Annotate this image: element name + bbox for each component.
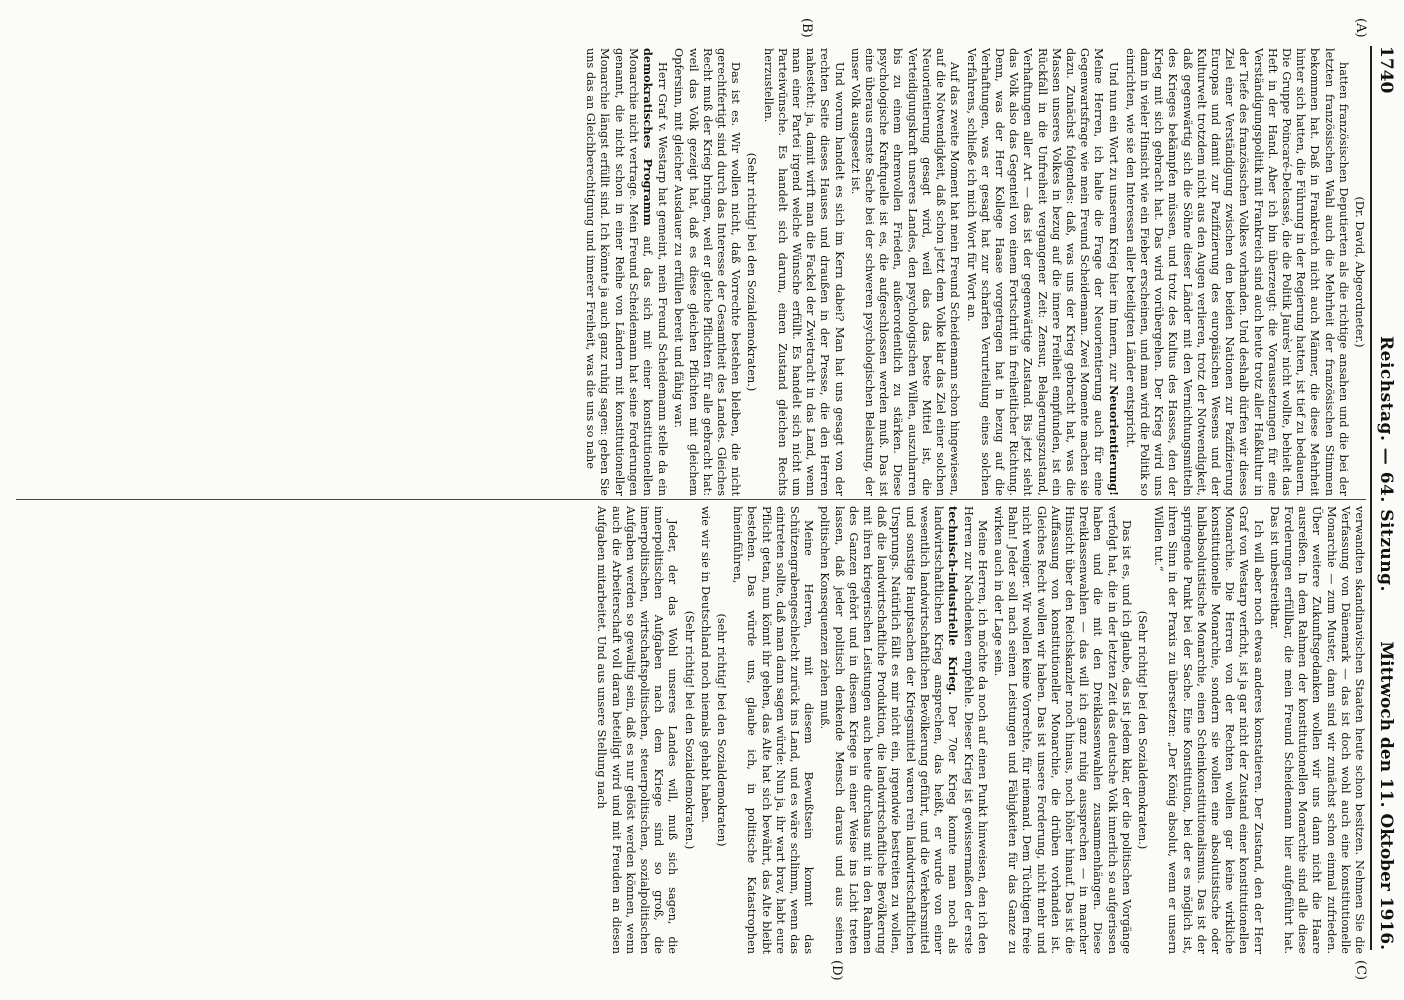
interjection: (Sehr richtig! bei den Sozialdemokraten.) (682, 610, 696, 850)
column-divider (16, 499, 1366, 500)
page-title: Reichstag. — 64. Sitzung. (1376, 336, 1396, 592)
paragraph: Das ist es, und ich glaube, das ist jedem klar, der die politischen Vorgänge verfolgt hat, die in der letzten Zeit das deutsche Volk innerlich so aufgerissen haben und die mit den Dreiklassenwahlen zusammenhängen. Diese Dreiklassenwahlen — das will ich ganz ruhig aussprechen — in mancher Hinsicht über den Reichskanzler noch hinaus, noch höher hinauf. Das ist die Auffassung von konstitutioneller Monarchie, die drüben vorhanden ist. Gleiches Recht wollen wir haben. Das ist unsere Forderung, nicht mehr und nicht weniger. Wir wollen keine Vorrechte, für niemand. Dem Tüchtigen freie Bahn! Jeder soll nach seinen Leistungen und Fähigkeiten für das Ganze zu wirken auch in der Lage sein. (991, 506, 1133, 954)
text-run: Meine Herren, ich möchte da noch auf einen Punkt hinweisen, den ich den Herren zur Nachdenken empfehle. Dieser Krieg ist gewissermaßen der erste (961, 506, 989, 954)
margin-marker-d: (D) (829, 960, 844, 981)
paragraph: Ich will aber noch etwas anderes konstatieren. Der Zustand, den der Herr Graf von Westarp verficht, ist ja gar nicht der Zustand einer konstitutionellen Monarchie. Die Herren von der Rechten wollen gar keine wirkliche konstitutionelle Monarchie, sondern sie wollen eine absolutistische oder halbabsolutistische Monarchie, einen Scheinkonstitutionalismus. Das ist der springende Punkt bei der Sache. Eine Konstitution, bei der es möglich ist, ihren Sinn in der Praxis zu übersetzen: „Der König absolut, wenn er unsern Willen tut.“ (1152, 506, 1265, 954)
right-column (16, 506, 1366, 954)
paragraph (583, 48, 669, 496)
interjection: (Sehr richtig! bei den Sozialdemokraten.) (745, 152, 759, 392)
paragraph: Und worum handelt es sich im Kern dabei? Man hat uns gesagt von der rechten Seite dieses Hauses und draußen in der Presse, die den Herren nahesteht: ja, damit wirft man die Fackel der Zwietracht in das Land, wenn man einer Partei irgend welche Wünsche erfüllt. Es handelt sich nicht um Parteiwünsche. Es handelt sich darum, einen Zustand gleichen Rechts herzustellen. (761, 48, 846, 496)
text-run: Meine Herren, ich halte die Frage der Neuorientierung auch für eine Gegenwartsfrage wie mein Freund Scheidemann. Zwei Momente machen sie dazu. Zunächst folgendes: daß, was uns der Krieg gebracht hat, was die Massen unseres Volkes in bezug auf die innere Freiheit empfunden, ist ein Rückfall in die Unfreiheit vergangener Zeit: Zensur, Belagerungszustand, Verhaftungen aller Art — das ist der gegenwärtige Zustand. Bis jetzt sieht das Volk also das Gegenteil von einem Fortschritt in freiheitlicher Richtung. Denn, was der Herr Kollege Haase vorgetragen hat in bezug auf die Verhaftungen, was er gesagt hat zur scharfen Verurteilung eines solchen Verfahrens, schließe ich mich Wort für Wort an. (964, 48, 1106, 496)
text-run: auf, das sich mit einer konstitutionellen Monarchie nicht vertrage. Mein Freund Scheidemann hat seine Forderungen genannt, die nicht schon in einer Reihe von Ländern mit konstitutioneller Monarchie längst erfüllt sind. Ich könnte ja auch ganz ruhig sagen: geben Sie uns das an Gleichberechtigung und innerer Freiheit, was die uns so nahe (584, 48, 655, 496)
page-header (1370, 46, 1398, 950)
paragraph: verwandten skandinavischen Staaten heute schon besitzen. Nehmen Sie die Verfassung von Dänemark — das ist doch wohl auch eine konstitutionelle Monarchie — zum Muster, dann sind wir zunächst schon einmal zufrieden. Über weitere Zukunftsgedanken wollen wir uns dann nicht die Haare ausreißen. In dem Rahmen der konstitutionellen Monarchie sind alle diese Forderungen erfüllbar, die mein Freund Scheidemann hier aufgeführt hat. Das ist unbestreitbar. (1267, 506, 1366, 954)
page-date: Mittwoch den 11. Oktober 1916. (1376, 641, 1396, 950)
paragraph: Jeder, der das Wohl unseres Landes will, muß sich sagen, die innerpolitischen Aufgaben nach dem Kriege sind so groß, die innerpolitischen, wirtschaftspolitischen, steuerpolitischen, sozialpolitischen Aufgaben werden so gewaltig sein, daß es nur gelöst werden können, wenn auch die Arbeiterschaft voll daran beteiligt wird und mit Freuden an diesen Aufgaben mitarbeitet. Und aus unsere Stellung nach (595, 506, 680, 954)
text-run: Herr Graf v. Westarp hat gemeint, mein Freund Scheidemann stelle da ein (656, 62, 670, 496)
margin-marker-b: (B) (799, 18, 814, 38)
paragraph: Auf das zweite Moment hat mein Freund Scheidemann schon hingewiesen, auf die Notwendigkeit, daß schon jetzt dem Volke klar das Ziel einer solchen Neuorientierung gesagt wird, weil das das beste Mittel ist, die Verteidigungskraft unseres Landes, den psychologischen Willen, auszuharren bis zu einem ehrenvollen Frieden, außerordentlich zu stärken. Diese psychologische Kraftquelle ist es, die aufgeschlossen werden muß. Das ist eine überaus ernste Sache bei der schweren psychologischen Belastung, der unser Volk ausgesetzt ist. (848, 48, 962, 496)
paragraph: Meine Herren, mit diesem Bewußtsein kommt das Schützengrabengeschlecht zurück ins Land, und es wäre schlimm, wenn das eintreten sollte, daß man dann sagen würde: Nun ja, ihr wart brav, habt eure Pflicht getan, nun könnt ihr gehen, das Alte hat sich bewährt, das Alte bleibt bestehen. Das würde uns, glaube ich, in politische Katastrophen hineinführen, (731, 506, 816, 954)
speaker-label: (Dr. David, Abgeordneter.) (1353, 196, 1366, 348)
paragraph: Das ist es. Wir wollen nicht, daß Vorrechte bestehen bleiben, die nicht gerechtfertigt sind durch das Interesse der Gesamtheit des Landes. Gleiches Recht muß der Krieg bringen, weil er gleiche Pflichten für alle gebracht hat: weil das Volk gezeigt hat, daß es diese gleichen Pflichten mit gleichem Opfersinn, mit gleicher Ausdauer zu erfüllen bereit und fähig war. (672, 48, 743, 496)
page-number: 1740 (1376, 46, 1396, 94)
interjection: (sehr richtig! bei den Sozialdemokraten) (715, 613, 729, 847)
text-run: Und nun ein Wort zu unserem Krieg hier im Innern, zur (1106, 62, 1120, 382)
paragraph: wie wir sie in Deutschland noch niemals gehabt haben. (698, 506, 712, 823)
paragraph (963, 48, 1120, 496)
interjection: (Sehr richtig! bei den Sozialdemokraten.) (1135, 610, 1149, 850)
bold-term: Neuorientierung! (1106, 385, 1121, 496)
paragraph: hatten französischen Deputierten als die richtige ansahen und die bei der letzten französischen Wahl auch die Mehrheit der französischen Stimmen bekommen hat. Daß in Frankreich nicht auch Männer, die diese Mehrheit hinter sich hatten, die Führung in der Regierung hatten, ist tief zu bedauern. Die Gruppe Poincaré-Delcassé, die die Politik Jaurès' nicht wollte, behielt das Heft in der Hand. Aber ich bin überzeugt: die Voraussetzungen für eine Verständigungspolitik mit Frankreich sind auch heute trotz aller Haßkultur in der Tiefe des französischen Volkes vorhanden. Und deshalb dürfen wir dieses Ziel einer Verständigung zwischen den beiden Nationen zur Pazifizierung Europas und damit zur Pazifizierung des europäischen Wesens und der Kulturwelt trotzdem nicht aus den Augen verlieren, trotz der Notwendigkeit, daß gegenwärtig sich die Söhne dieser Länder mit den Vernichtungsmitteln des Krieges bekämpfen müssen, und trotz des Kultus des Hasses, den der Krieg mit sich gebracht hat. Das wird vorübergehen. Der Krieg wird uns dann in vieler Hinsicht wie ein Fieber erscheinen, und man wird die Politik so einrichten, wie sie den Interessen aller beteiligten Länder entspricht. (1123, 48, 1350, 496)
margin-marker-c: (C) (1353, 960, 1368, 981)
bold-term: technisch-industrielle Krieg. (946, 506, 961, 696)
margin-marker-a: (A) (1353, 18, 1368, 38)
bold-term: demokratisches Programm (641, 48, 656, 226)
paragraph (817, 506, 988, 954)
text-run: Der 70er Krieg konnte man noch als landwirtschaftlichen Krieg ansprechen, das heißt, er wurde von einer wesentlich landwirtschaftlichen Bevölkerung geführt, und die Verkehrsmittel und sonstige Hauptsachen der Kriegsmittel waren rein landwirtschaftlichen Ursprungs. Natürlich fällt es mir nicht ein, irgendwie bestreiten zu wollen, daß die landwirtschaftliche Produktion, die landwirtschaftliche Bevölkerung mit ihren kriegerischen Leistungen auch heute durchaus mit in den Rahmen des Ganzen gehört und in diesem Kriege in einer Weise ins Licht treten lassen, daß jeder politisch denkende Mensch daraus und aus seinen politischen Konsequenzen ziehen muß. (818, 506, 960, 954)
left-column (16, 48, 1366, 496)
